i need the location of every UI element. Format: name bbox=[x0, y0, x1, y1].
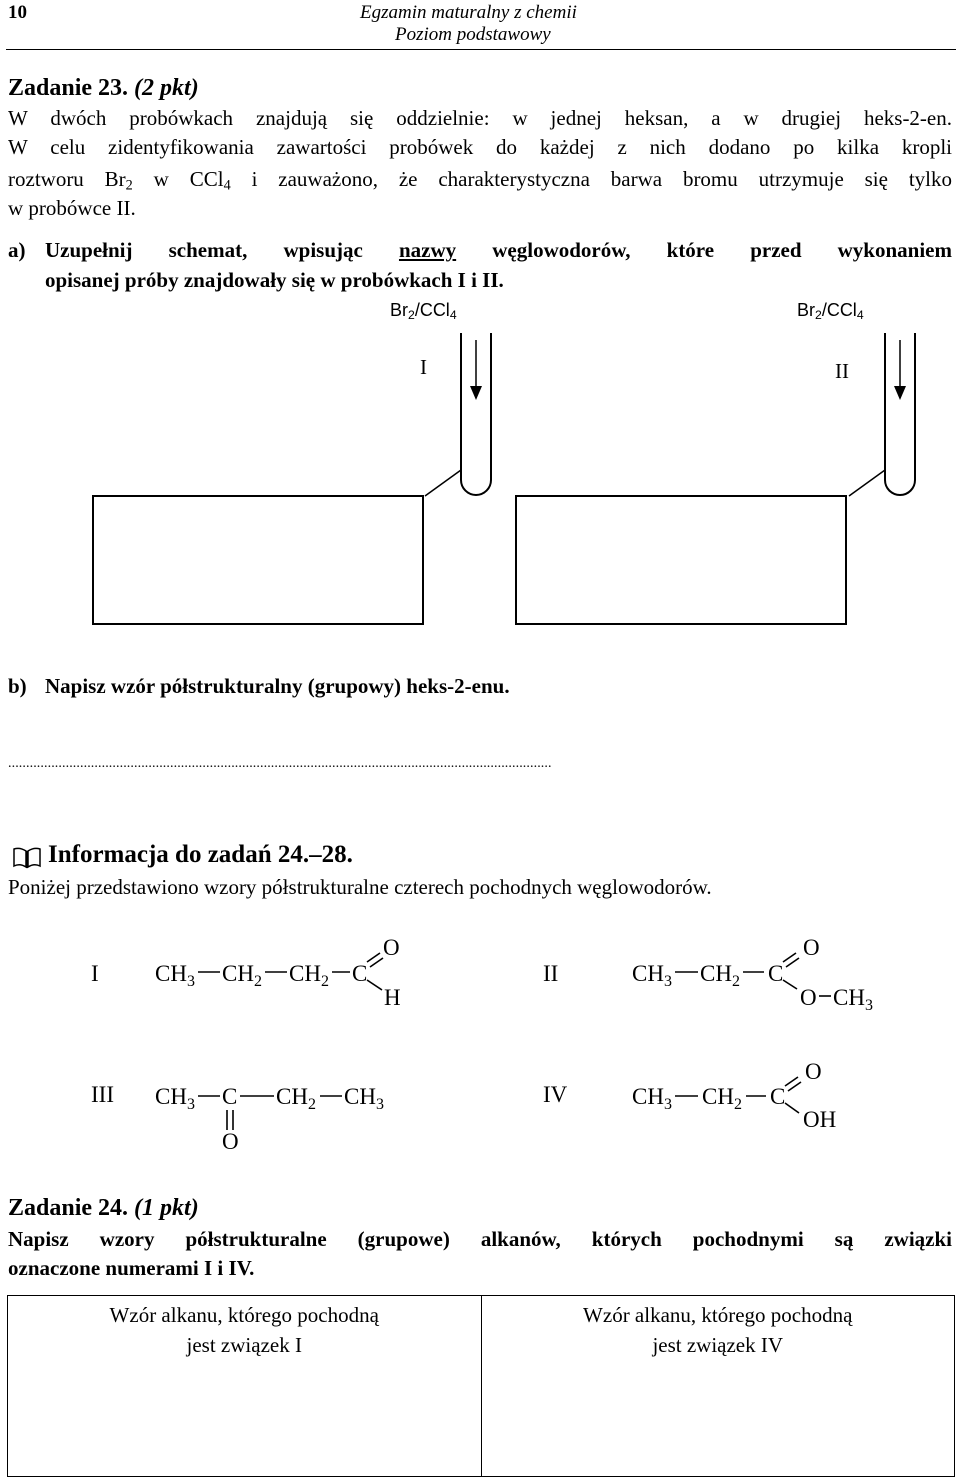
page-number: 10 bbox=[8, 2, 27, 23]
text-segment: węglowodorów, które przed wykonaniem bbox=[456, 238, 952, 262]
task23-intro-line2: W celu zidentyfikowania zawartości probówek do każdej z nich dodano po kilka kropli bbox=[8, 135, 952, 159]
subscript: 4 bbox=[223, 177, 231, 194]
svg-text:H: H bbox=[384, 985, 401, 1010]
svg-text:CH3: $CH_3$ bbox=[632, 1084, 672, 1113]
test-tube-1 bbox=[425, 333, 491, 496]
col2-header-line1: Wzór alkanu, którego pochodną bbox=[583, 1303, 853, 1327]
svg-text:OH: OH bbox=[803, 1107, 837, 1132]
compound-II-label: II bbox=[543, 961, 559, 986]
text-segment: i zauważono, że charakterystyczna barwa bromu utrzymuje się tylko bbox=[230, 167, 952, 191]
test-tube-2 bbox=[849, 333, 915, 496]
svg-text:CH3: $CH_3$ bbox=[155, 961, 195, 990]
svg-text:CH2: $CH_2$ bbox=[700, 961, 740, 990]
part-a-label: a) bbox=[8, 238, 26, 262]
subscript: 2 bbox=[815, 308, 822, 323]
task24-title bbox=[8, 1195, 199, 1222]
task23-points: (2 pkt) bbox=[134, 75, 199, 101]
tube-2-label: II bbox=[835, 359, 849, 383]
answer-line-heks-2-en[interactable]: ....................................................................................................................................................... bbox=[8, 756, 552, 771]
svg-text:C: C bbox=[770, 1084, 786, 1109]
svg-text:C: C bbox=[768, 961, 784, 986]
exam-title: Egzamin maturalny z chemii bbox=[360, 2, 577, 23]
compound-IV-label: IV bbox=[543, 1082, 568, 1107]
book-icon bbox=[12, 846, 42, 870]
part-a-line2: opisanej próby znajdowały się w probówkach I i II. bbox=[45, 268, 504, 292]
compound-IV bbox=[543, 1059, 836, 1132]
svg-text:O: O bbox=[383, 935, 400, 960]
text-segment: Br bbox=[390, 300, 408, 320]
compound-I bbox=[91, 935, 401, 1010]
svg-text:CH3: $CH_3$ bbox=[155, 1084, 195, 1113]
svg-text:O: O bbox=[805, 1059, 822, 1084]
svg-text:O: O bbox=[800, 985, 817, 1010]
task23-intro-line1: W dwóch probówkach znajdują się oddzielnie: w jednej heksan, a w drugiej heks-2-en. bbox=[8, 106, 952, 130]
svg-text:C: C bbox=[222, 1084, 238, 1109]
structural-formulas bbox=[0, 900, 960, 1170]
svg-text:CH3: $CH_3$ bbox=[344, 1084, 384, 1113]
exam-level: Poziom podstawowy bbox=[395, 24, 551, 45]
answer-cell-compound-I[interactable] bbox=[8, 1296, 482, 1477]
text-segment: Br bbox=[797, 300, 815, 320]
part-b-label: b) bbox=[8, 674, 27, 698]
subscript: 4 bbox=[449, 308, 457, 323]
answer-box-tube-2[interactable] bbox=[515, 495, 847, 625]
svg-text:CH2: $CH_2$ bbox=[222, 961, 262, 990]
task24-title-prefix: Zadanie 24. bbox=[8, 1195, 129, 1221]
subscript: 2 bbox=[125, 177, 133, 194]
answer-cell-compound-IV[interactable] bbox=[481, 1296, 955, 1477]
svg-text:CH2: $CH_2$ bbox=[276, 1084, 316, 1113]
task23-title-prefix: Zadanie 23. bbox=[8, 75, 129, 101]
svg-text:C: C bbox=[352, 961, 368, 986]
subscript: 4 bbox=[856, 308, 864, 323]
svg-text:CH3: $CH_3$ bbox=[833, 985, 873, 1014]
task24-points: (1 pkt) bbox=[134, 1195, 199, 1221]
task24-line1: Napisz wzory półstrukturalne (grupowe) alkanów, których pochodnymi są związki bbox=[8, 1227, 952, 1251]
svg-text:O: O bbox=[222, 1129, 239, 1154]
col2-header-line2: jest związek IV bbox=[652, 1333, 784, 1357]
info-title: Informacja do zadań 24.–28. bbox=[48, 841, 353, 868]
compound-II bbox=[543, 935, 873, 1014]
compound-I-label: I bbox=[91, 961, 99, 986]
svg-text:CH3: $CH_3$ bbox=[632, 961, 672, 990]
part-b-text: Napisz wzór półstrukturalny (grupowy) heks-2-enu. bbox=[45, 674, 510, 698]
col1-header-line2: jest związek I bbox=[186, 1333, 302, 1357]
col1-header-line1: Wzór alkanu, którego pochodną bbox=[109, 1303, 379, 1327]
answer-box-tube-1[interactable] bbox=[92, 495, 424, 625]
text-segment: Uzupełnij schemat, wpisując bbox=[45, 238, 399, 262]
text-segment: roztworu Br bbox=[8, 167, 126, 191]
text-segment: /CCl bbox=[821, 300, 857, 320]
compound-III bbox=[91, 1082, 384, 1154]
subscript: 2 bbox=[408, 308, 415, 323]
underlined-word: nazwy bbox=[398, 238, 457, 262]
info-text: Poniżej przedstawiono wzory półstrukturalne czterech pochodnych węglowodorów. bbox=[8, 875, 712, 899]
svg-text:O: O bbox=[803, 935, 820, 960]
task23-intro-line4: w probówce II. bbox=[8, 196, 136, 220]
svg-text:CH2: $CH_2$ bbox=[289, 961, 329, 990]
task24-answer-table bbox=[7, 1295, 955, 1477]
text-segment: w CCl bbox=[132, 167, 224, 191]
text-segment: /CCl bbox=[414, 300, 450, 320]
task24-line2: oznaczone numerami I i IV. bbox=[8, 1256, 255, 1280]
compound-III-label: III bbox=[91, 1082, 114, 1107]
svg-text:CH2: $CH_2$ bbox=[702, 1084, 742, 1113]
tube-1-label: I bbox=[420, 355, 427, 379]
